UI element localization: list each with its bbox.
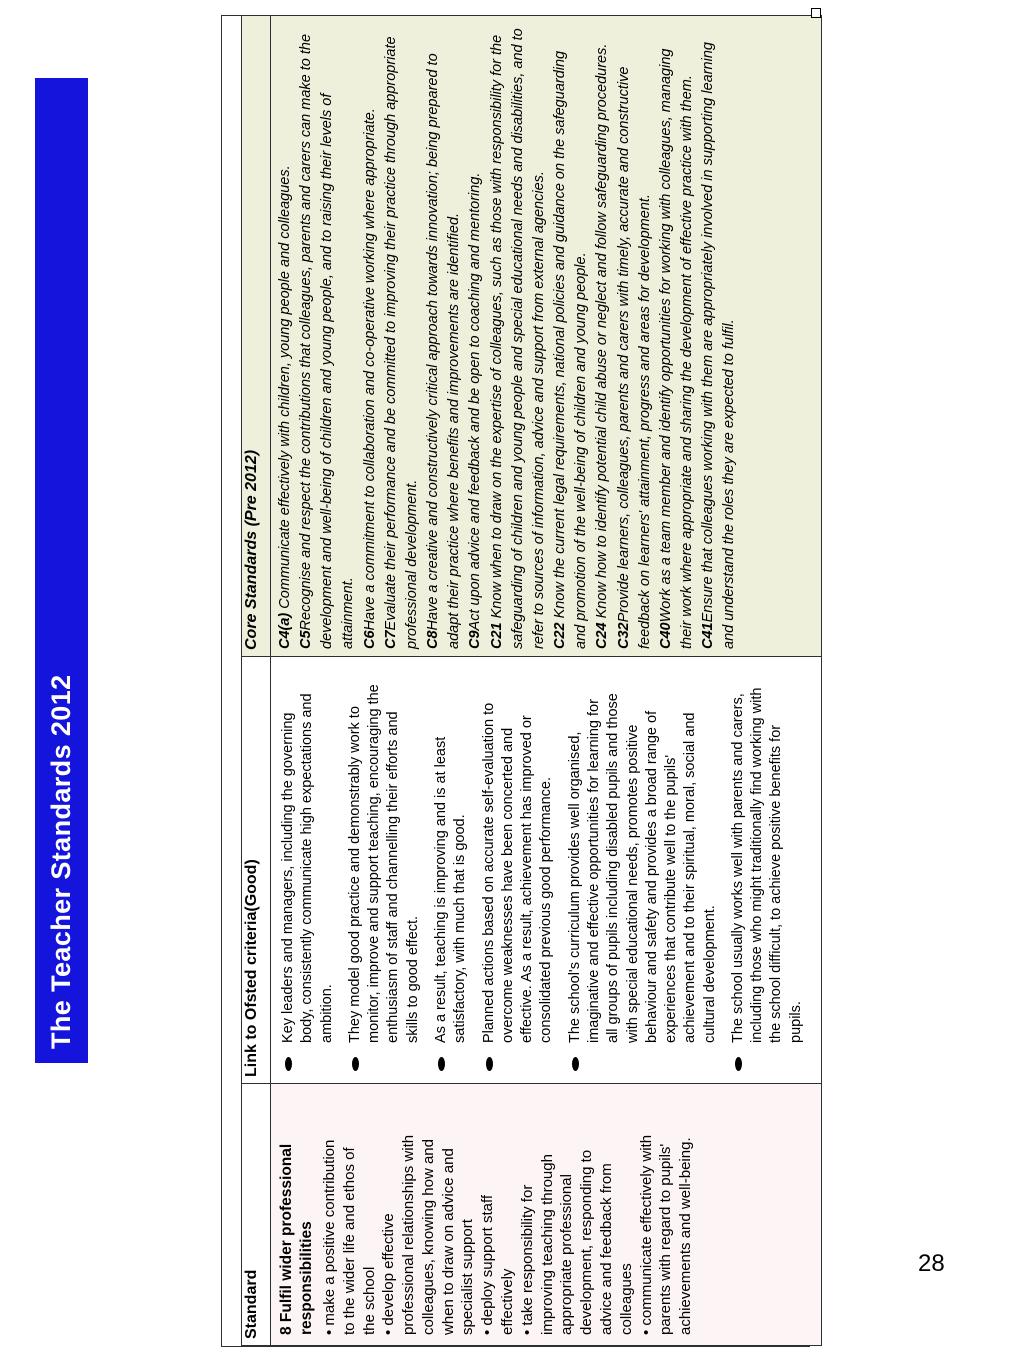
core-standard-text: Ensure that colleagues working with them are appropriately involved in supporting learning and understand the roles they are expected to fulfil. <box>700 42 738 649</box>
bullet-icon <box>285 1057 292 1071</box>
ofsted-bullet-text: The school's curriculum provides well organised, imaginative and effective opportunities for learning for all groups of pupils including disabled pupils and those with special educational needs, promotes positive behaviour and safety and provides a broad range of experiences that contribute well to the pupils' achievement and to their spiritual, moral, social and cultural development. <box>566 693 718 1043</box>
standard-bullet-item: • make a positive contribution to the wider life and ethos of the school <box>320 1139 378 1335</box>
standards-table-frame <box>221 15 810 1347</box>
standard-bullet-item: • communicate effectively with parents with regard to pupils' achievements and well-being. <box>637 1134 695 1335</box>
core-standard-text: Know how to identify potential child abuse or neglect and follow safeguarding procedures. <box>594 43 611 623</box>
ofsted-bullet-text: They model good practice and demonstrably work to monitor, improve and support teaching, encouraging the enthusiasm of staff and channelling their efforts and skills to good effect. <box>346 684 421 1043</box>
bullet-icon <box>572 1057 579 1071</box>
core-standard-code: C8 <box>425 630 442 649</box>
core-standard-text: Evaluate their performance and be committed to improving their practice through appropriate professional development. <box>382 36 420 649</box>
core-standard-text: Provide learners, colleagues, parents and carers with timely, accurate and constructive feedback on learners' attainment, progress and areas for development. <box>615 66 653 649</box>
core-standard-code: C7 <box>382 630 399 649</box>
page-title: The Teacher Standards 2012 <box>46 674 76 1049</box>
standard-bullet-item: • take responsibility for improving teaching through appropriate professional development, responding to advice and feedback from colleagues <box>518 1149 635 1335</box>
core-standard-code: C9 <box>467 630 484 649</box>
core-standard-code: C21 <box>488 622 505 649</box>
standard-bullet-item: • deploy support staff effectively <box>479 1194 517 1335</box>
core-standard-item <box>592 24 613 649</box>
bullet-icon <box>352 1057 359 1071</box>
cell-core <box>271 16 822 657</box>
core-standard-text: Work as a team member and identify opportunities for working with colleagues, managing their work where appropriate and sharing the development of effective practice with them. <box>657 48 695 649</box>
core-standard-text: Have a commitment to collaboration and co-operative working where appropriate. <box>361 108 378 631</box>
ofsted-bullet-item <box>729 683 806 1075</box>
standards-table-rotated <box>221 15 810 1347</box>
ofsted-bullet-item <box>346 683 423 1075</box>
core-standard-item <box>550 24 592 649</box>
core-standard-item <box>360 24 381 649</box>
standard-bullet-item: • develop effective professional relationships with colleagues, knowing how and when to draw on advice and specialist support <box>380 1134 477 1335</box>
column-header-ofsted: Link to Ofsted criteria(Good) <box>242 657 271 1084</box>
core-standard-item <box>423 24 465 649</box>
page-number: 28 <box>918 1250 945 1277</box>
table-header-row <box>242 16 271 1346</box>
standard-heading: 8 Fulfil wider professional responsibilities <box>278 1143 316 1335</box>
core-standard-code: C24 <box>594 622 611 649</box>
core-standard-code: C41 <box>700 622 717 649</box>
ofsted-bullet-list <box>279 683 806 1075</box>
ofsted-bullet-text: The school usually works well with parents and carers, including those who might traditionally find working with the school difficult, to achieve positive benefits for pupils. <box>729 687 804 1043</box>
core-standard-code: C40 <box>657 622 674 649</box>
core-standard-code: C6 <box>361 630 378 649</box>
core-standard-code: C5 <box>298 630 315 649</box>
standard-bullet-list <box>320 1130 696 1335</box>
core-standard-code: C22 <box>552 622 569 649</box>
cell-standard <box>271 1084 822 1346</box>
title-bar <box>35 78 88 1063</box>
standards-table <box>241 15 822 1346</box>
core-standard-item <box>698 24 740 649</box>
column-header-core: Core Standards (Pre 2012) <box>242 16 271 657</box>
core-standards-list <box>275 24 740 649</box>
core-standard-text: Have a creative and constructively critical approach towards innovation; being prepared to adapt their practice where benefits and improvements are identified. <box>425 53 463 649</box>
core-standard-item <box>465 24 486 649</box>
core-standard-item <box>381 24 423 649</box>
ofsted-bullet-item <box>279 683 337 1075</box>
cell-ofsted <box>271 657 822 1084</box>
core-standard-text: Recognise and respect the contributions that colleagues, parents and carers can make to the development and well-being of children and young people, and to raising their levels of attainment. <box>298 33 357 649</box>
core-standard-item <box>614 24 656 649</box>
core-standard-code: C32 <box>615 622 632 649</box>
core-standard-item <box>656 24 698 649</box>
core-standard-text: Communicate effectively with children, young people and colleagues. <box>277 165 293 613</box>
core-standard-text: Know when to draw on the expertise of colleagues, such as those with responsibility for the safeguarding of children and young people and special educational needs and disabilities, and to refer to sources of information, advice and support from external agencies. <box>488 28 547 649</box>
ofsted-bullet-item <box>480 683 557 1075</box>
ofsted-bullet-item <box>432 683 471 1075</box>
bullet-icon <box>735 1057 742 1071</box>
core-standard-code: C4(a) <box>277 612 293 649</box>
ofsted-bullet-item <box>566 683 720 1075</box>
column-header-standard: Standard <box>242 1084 271 1346</box>
ofsted-bullet-text: As a result, teaching is improving and is at least satisfactory, with much that is good. <box>432 736 469 1043</box>
core-standard-text: Know the current legal requirements, national policies and guidance on the safeguarding and promotion of the well-being of children and young people. <box>552 50 590 649</box>
table-data-row <box>271 16 822 1346</box>
title-bar-background <box>35 78 88 1063</box>
bullet-icon <box>486 1057 493 1071</box>
ofsted-bullet-text: Planned actions based on accurate self-evaluation to overcome weaknesses have been concerted and effective. As a result, achievement has improved or consolidated previous good performance. <box>480 702 555 1043</box>
selection-handle[interactable] <box>811 8 821 18</box>
core-standard-item <box>275 24 296 649</box>
core-standard-text: Act upon advice and feedback and be open to coaching and mentoring. <box>467 172 484 631</box>
core-standard-item <box>296 24 359 649</box>
bullet-icon <box>438 1057 445 1071</box>
ofsted-bullet-text: Key leaders and managers, including the governing body, consistently communicate high expectations and ambition. <box>280 693 335 1043</box>
core-standard-item <box>487 24 550 649</box>
